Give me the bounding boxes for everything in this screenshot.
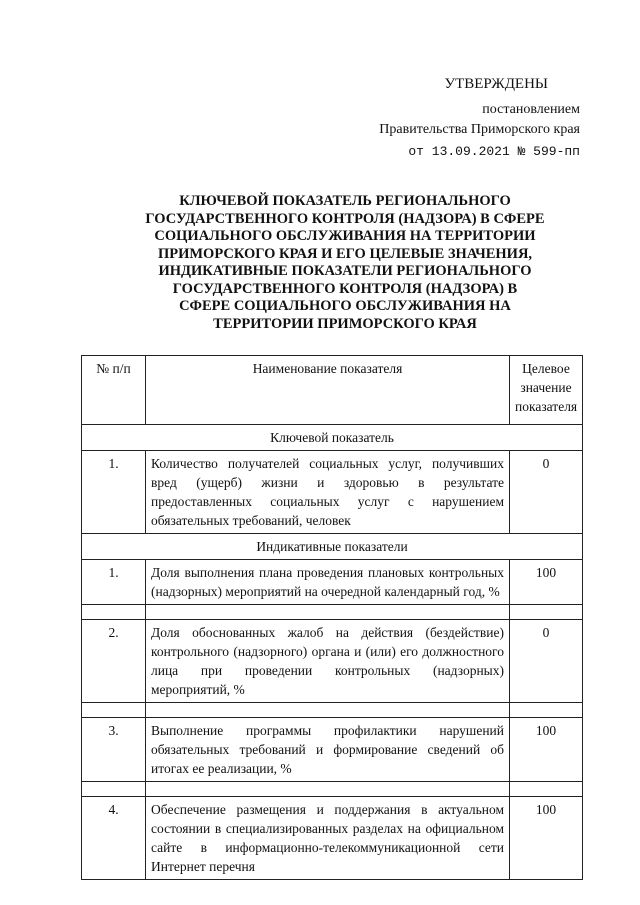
section-row-key: [82, 425, 583, 451]
row-name: Обеспечение размещения и поддержания в актуальном состоянии в специализированных разделах на официальном сайте в информационно-телекоммуникационной сети Интернет перечня: [146, 797, 510, 880]
document-title: [110, 193, 580, 333]
header-name: Наименование показателя: [146, 356, 510, 425]
table-row: [82, 797, 583, 880]
title-line: ТЕРРИТОРИИ ПРИМОРСКОГО КРАЯ: [213, 315, 477, 332]
table-row: [82, 620, 583, 703]
title-line: СФЕРЕ СОЦИАЛЬНОГО ОБСЛУЖИВАНИЯ НА: [179, 298, 511, 314]
table-header-row: [82, 356, 583, 425]
section-key-label: Ключевой показатель: [82, 425, 583, 451]
row-spacer: [82, 605, 583, 620]
row-name: Доля обоснованных жалоб на действия (бездействие) контрольного (надзорного) органа и (или) его должностного лица при проведении контрольных (надзорных) мероприятий, %: [146, 620, 510, 703]
row-name: Количество получателей социальных услуг, получивших вред (ущерб) жизни и здоровью в результате предоставленных социальных услуг с нарушением обязательных требований, человек: [146, 451, 510, 534]
table-row: [82, 560, 583, 605]
approval-line-1: постановлением: [482, 102, 580, 117]
row-name: Выполнение программы профилактики нарушений обязательных требований и формирование сведений об итогах ее реализации, %: [146, 718, 510, 782]
row-num: 1.: [82, 451, 146, 534]
row-name: Доля выполнения плана проведения плановых контрольных (надзорных) мероприятий на очередной календарный год, %: [146, 560, 510, 605]
row-value: 100: [510, 718, 583, 782]
row-num: 4.: [82, 797, 146, 880]
section-indicative-label: Индикативные показатели: [82, 534, 583, 560]
title-line: ГОСУДАРСТВЕННОГО КОНТРОЛЯ (НАДЗОРА) В СФЕРЕ: [145, 210, 545, 227]
row-num: 3.: [82, 718, 146, 782]
row-spacer: [82, 782, 583, 797]
title-line: ГОСУДАРСТВЕННОГО КОНТРОЛЯ (НАДЗОРА) В: [172, 280, 518, 297]
title-line: ИНДИКАТИВНЫЕ ПОКАЗАТЕЛИ РЕГИОНАЛЬНОГО: [158, 263, 532, 279]
row-num: 1.: [82, 560, 146, 605]
title-line: СОЦИАЛЬНОГО ОБСЛУЖИВАНИЯ НА ТЕРРИТОРИИ: [154, 228, 536, 244]
row-value: 100: [510, 797, 583, 880]
header-num: № п/п: [82, 356, 146, 425]
title-line: ПРИМОРСКОГО КРАЯ И ЕГО ЦЕЛЕВЫЕ ЗНАЧЕНИЯ,: [157, 245, 533, 262]
title-line: КЛЮЧЕВОЙ ПОКАЗАТЕЛЬ РЕГИОНАЛЬНОГО: [179, 193, 511, 209]
row-value: 0: [510, 451, 583, 534]
row-value: 0: [510, 620, 583, 703]
row-num: 2.: [82, 620, 146, 703]
header-target: Целевое значение показателя: [510, 356, 583, 425]
table-row: [82, 451, 583, 534]
approval-heading: УТВЕРЖДЕНЫ: [444, 76, 548, 92]
table-row: [82, 718, 583, 782]
approval-line-2: Правительства Приморского края: [379, 122, 580, 137]
approval-line-3: от 13.09.2021 № 599-пп: [408, 144, 580, 159]
row-value: 100: [510, 560, 583, 605]
row-spacer: [82, 703, 583, 718]
section-row-indicative: [82, 534, 583, 560]
indicators-table: [81, 355, 583, 880]
approval-block: [370, 74, 580, 162]
